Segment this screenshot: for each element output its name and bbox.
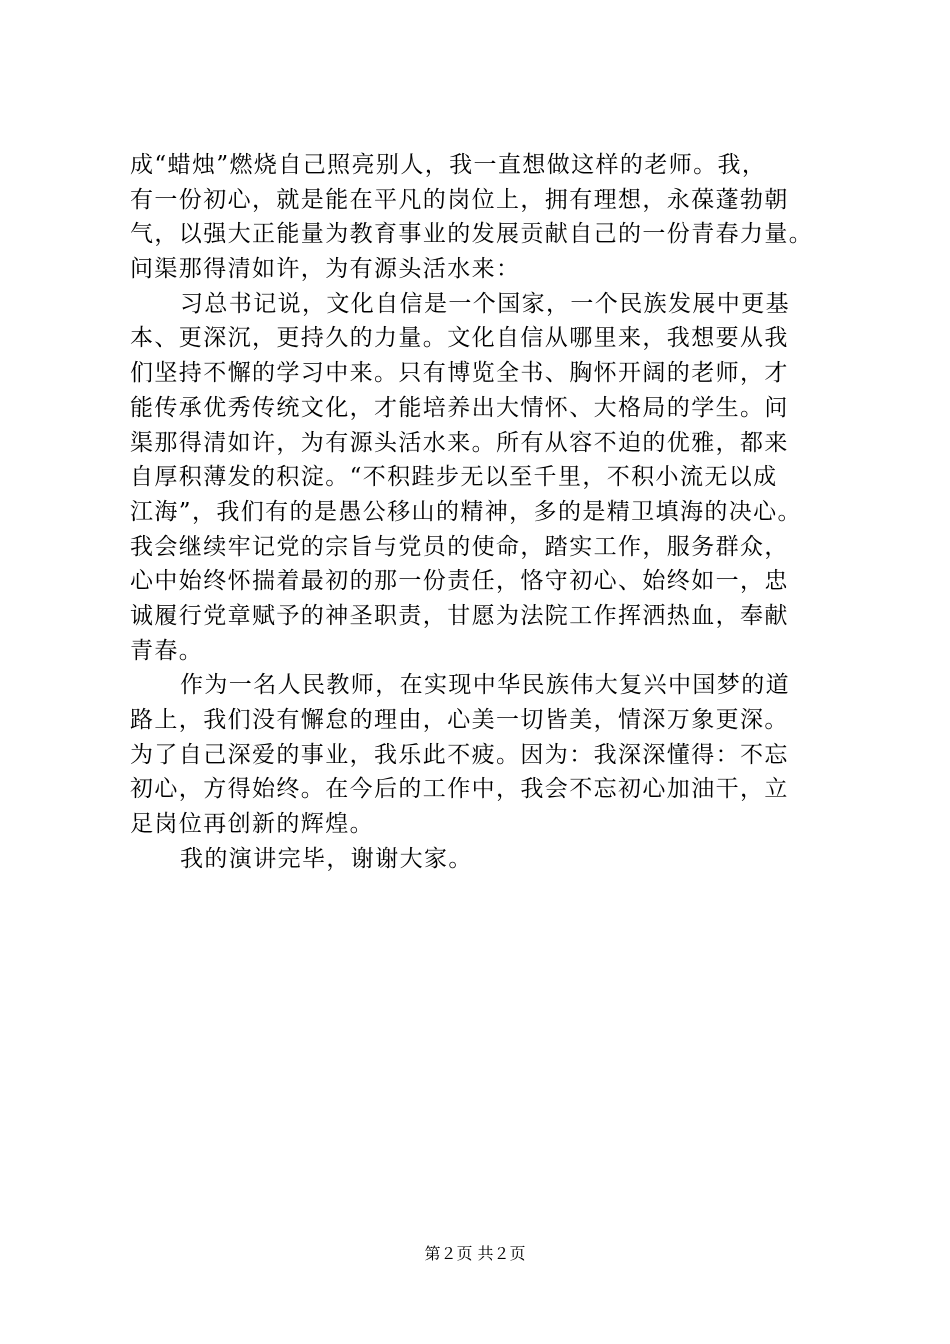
text-line: 们坚持不懈的学习中来。只有博览全书、胸怀开阔的老师，才 <box>130 360 789 387</box>
text-line: 习总书记说，文化自信是一个国家，一个民族发展中更基 <box>180 290 790 317</box>
text-line: 气，以强大正能量为教育事业的发展贡献自己的一份青春力量。 <box>130 221 814 248</box>
document-body <box>130 148 840 876</box>
text-line: 问渠那得清如许，为有源头活水来： <box>130 256 521 283</box>
text-line: 本、更深沉，更持久的力量。文化自信从哪里来，我想要从我 <box>130 325 789 352</box>
text-line: 初心，方得始终。在今后的工作中，我会不忘初心加油干，立 <box>130 776 789 803</box>
text-line: 有一份初心，就是能在平凡的岗位上，拥有理想，永葆蓬勃朝 <box>130 186 789 213</box>
text-line: 我的演讲完毕，谢谢大家。 <box>180 845 473 872</box>
text-line: 为了自己深爱的事业，我乐此不疲。因为：我深深懂得：不忘 <box>130 741 789 768</box>
text-line: 能传承优秀传统文化，才能培养出大情怀、大格局的学生。问 <box>130 394 789 421</box>
text-line: 诚履行党章赋予的神圣职责，甘愿为法院工作挥洒热血，奉献 <box>130 602 789 629</box>
text-line: 成“蜡烛”燃烧自己照亮别人，我一直想做这样的老师。我， <box>130 152 767 178</box>
text-line: 自厚积薄发的积淀。“不积跬步无以至千里，不积小流无以成 <box>130 464 778 491</box>
text-line: 作为一名人民教师，在实现中华民族伟大复兴中国梦的道 <box>180 672 790 699</box>
text-line: 足岗位再创新的辉煌。 <box>130 811 374 838</box>
text-line: 心中始终怀揣着最初的那一份责任，恪守初心、始终如一，忠 <box>130 568 789 595</box>
text-line: 青春。 <box>130 637 204 664</box>
text-line: 路上，我们没有懈怠的理由，心美一切皆美，情深万象更深。 <box>130 707 789 733</box>
text-line: 江海”，我们有的是愚公移山的精神，多的是精卫填海的决心。 <box>130 498 802 525</box>
text-line: 我会继续牢记党的宗旨与党员的使命，踏实工作，服务群众， <box>130 533 789 560</box>
page-footer: 第２页 共２页 <box>424 1244 526 1263</box>
text-line: 渠那得清如许，为有源头活水来。所有从容不迫的优雅，都来 <box>130 429 789 456</box>
